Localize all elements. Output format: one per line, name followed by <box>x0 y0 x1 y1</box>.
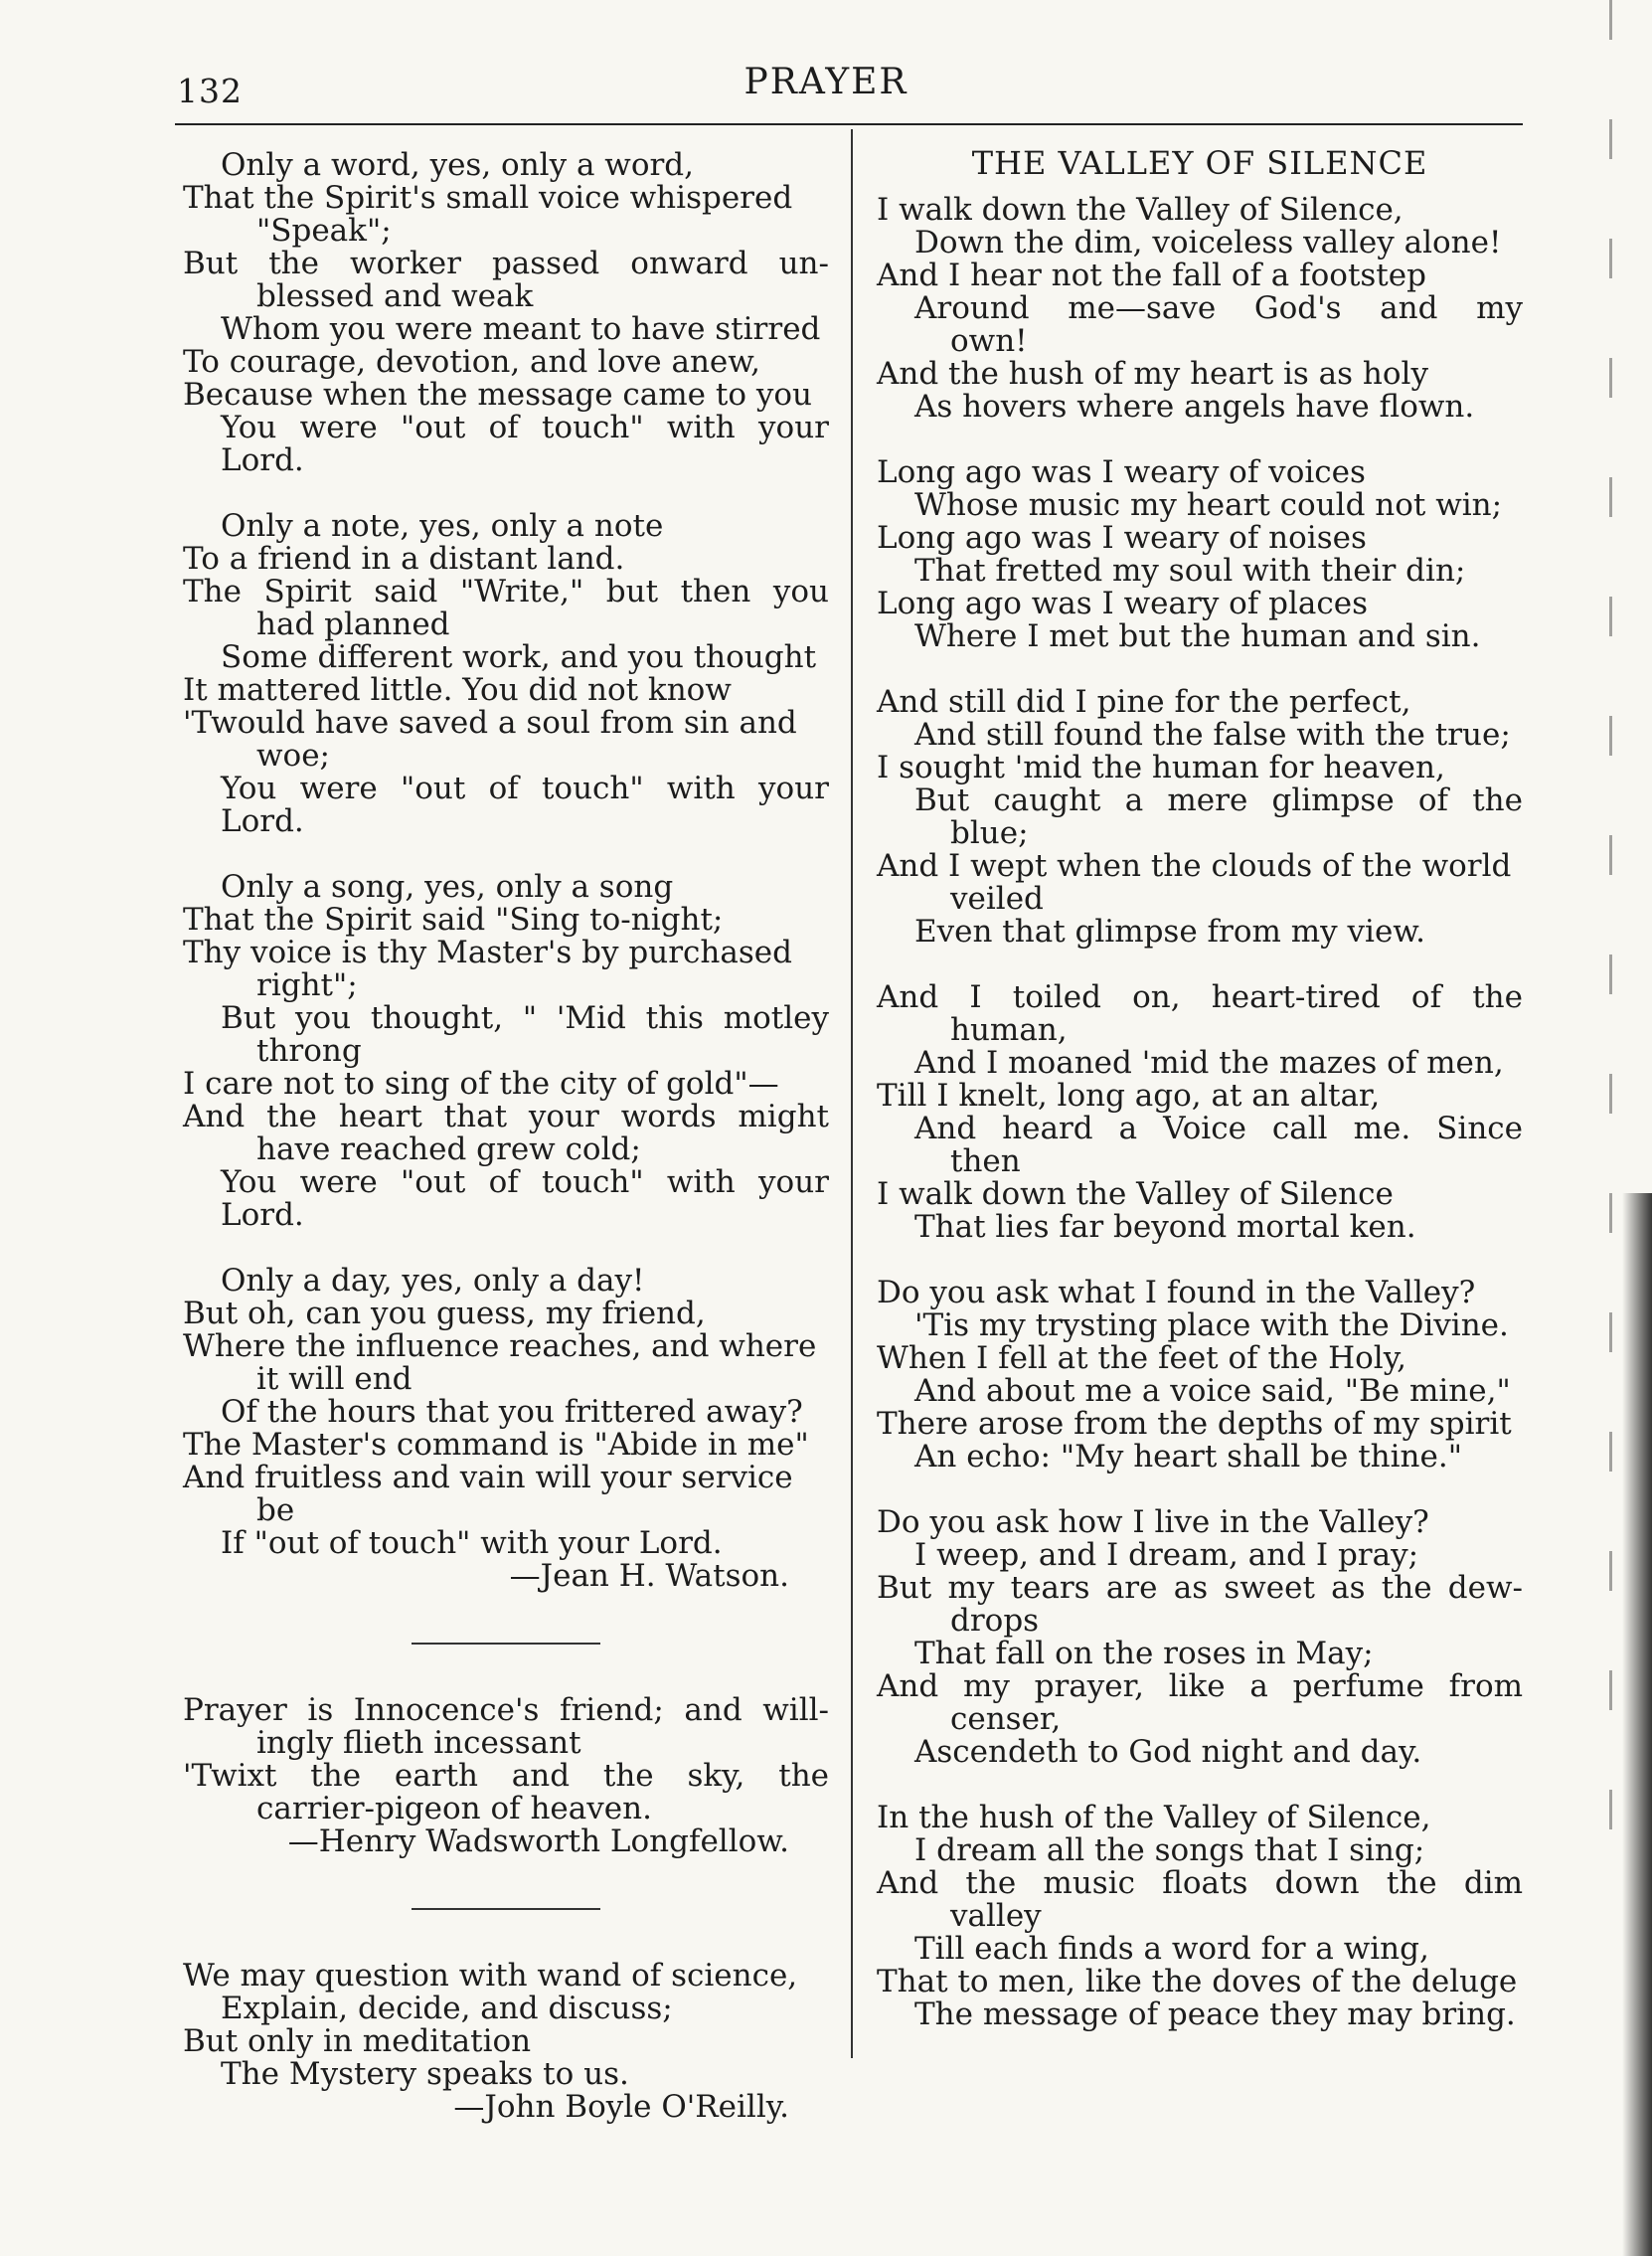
poem-line: I dream all the songs that I sing; <box>914 1832 1425 1868</box>
poem-line: Whose music my heart could not win; <box>914 487 1503 523</box>
poem-stanza <box>877 1277 1523 1474</box>
poem-stanza <box>877 1802 1523 2031</box>
poem-line: But oh, can you guess, my friend, <box>183 1296 706 1331</box>
poem-stanza <box>183 1265 829 1593</box>
poem-line: Long ago was I weary of voices <box>877 454 1366 490</box>
section-separator <box>412 1908 600 1910</box>
poem-line: Only a song, yes, only a song <box>221 869 674 905</box>
poem-line: Where the influence reaches, and where <box>183 1328 817 1364</box>
poem-line: And heard a Voice call me. Since <box>914 1111 1523 1146</box>
poem-line: Long ago was I weary of places <box>877 586 1369 621</box>
poem-stanza <box>183 510 829 838</box>
poem-line: And I toiled on, heart-tired of the <box>877 979 1523 1015</box>
poem-line: As hovers where angels have flown. <box>914 389 1475 425</box>
poem-line: Lord. <box>221 442 304 478</box>
running-title: PRAYER <box>743 62 909 102</box>
poem-line: And fruitless and vain will your service <box>183 1460 793 1495</box>
poem-line: Whom you were meant to have stirred <box>221 311 821 347</box>
poem-line: Long ago was I weary of noises <box>877 520 1367 556</box>
poem-line: it will end <box>256 1361 413 1397</box>
right-column <box>877 144 1523 2032</box>
poem-line: be <box>256 1492 295 1528</box>
column-divider <box>851 129 853 2058</box>
poem-line: The message of peace they may bring. <box>914 1996 1516 2032</box>
poem-line: When I fell at the feet of the Holy, <box>877 1340 1406 1376</box>
poem-line: I walk down the Valley of Silence, <box>877 192 1404 228</box>
quote-line: Prayer is Innocence's friend; and will- <box>183 1692 829 1728</box>
poem-line: then <box>950 1143 1021 1179</box>
attribution: —John Boyle O'Reilly. <box>453 2089 789 2125</box>
poem-line: That the Spirit said "Sing to-night; <box>183 902 724 938</box>
poem-line: valley <box>950 1898 1042 1934</box>
poem-line: own! <box>950 323 1028 359</box>
poem-line: Lord. <box>221 803 304 839</box>
poem-line: And the music floats down the dim <box>877 1865 1523 1901</box>
poem-line: blessed and weak <box>256 278 534 314</box>
poem-stanza <box>877 456 1523 653</box>
poem-line: Till each finds a word for a wing, <box>914 1931 1429 1967</box>
poem-line: To a friend in a distant land. <box>183 541 625 577</box>
poem-stanza <box>183 871 829 1232</box>
poem-line: have reached grew cold; <box>256 1131 641 1167</box>
poem-line: That the Spirit's small voice whispered <box>183 180 793 216</box>
quote-block <box>183 1960 829 2124</box>
poem-line: Only a day, yes, only a day! <box>221 1263 645 1299</box>
poem-line: censer, <box>950 1701 1062 1737</box>
poem-line: And the heart that your words might <box>183 1099 829 1134</box>
quote-line: Explain, decide, and discuss; <box>221 1991 673 2026</box>
poem-line: But you thought, " 'Mid this motley <box>221 1000 829 1036</box>
poem-line: And I hear not the fall of a footstep <box>877 258 1426 293</box>
poem-line: And I wept when the clouds of the world <box>877 848 1512 884</box>
quote-block <box>183 1694 829 1858</box>
poem-line: And still found the false with the true; <box>914 717 1511 753</box>
poem-title: THE VALLEY OF SILENCE <box>971 144 1428 182</box>
poem-line: Do you ask how I live in the Valley? <box>877 1504 1429 1540</box>
poem-line: There arose from the depths of my spirit <box>877 1406 1512 1442</box>
poem-line: I care not to sing of the city of gold"— <box>183 1066 779 1102</box>
poem-line: 'Tis my trysting place with the Divine. <box>914 1307 1509 1343</box>
poem-line: 'Twould have saved a soul from sin and <box>183 705 797 741</box>
quote-line: 'Twixt the earth and the sky, the <box>183 1758 829 1794</box>
quote-line: We may question with wand of science, <box>183 1958 798 1994</box>
poem-line: You were "out of touch" with your <box>221 771 829 806</box>
poem-line: If "out of touch" with your Lord. <box>221 1525 723 1561</box>
poem-line: Thy voice is thy Master's by purchased <box>183 935 792 970</box>
poem-line: "Speak"; <box>256 213 392 249</box>
poem-line: That fretted my soul with their din; <box>914 553 1466 589</box>
poem-line: had planned <box>256 607 450 642</box>
poem-line: I walk down the Valley of Silence <box>877 1176 1394 1212</box>
poem-line: veiled <box>950 881 1044 917</box>
poem-line: blue; <box>950 815 1029 851</box>
poem-line: Only a note, yes, only a note <box>221 508 664 544</box>
poem-line: woe; <box>256 738 330 774</box>
poem-line: That lies far beyond mortal ken. <box>914 1209 1416 1245</box>
quote-line: The Mystery speaks to us. <box>221 2056 629 2092</box>
poem-line: And about me a voice said, "Be mine," <box>914 1373 1511 1409</box>
poem-stanza <box>877 981 1523 1244</box>
poem-stanza <box>877 1506 1523 1769</box>
poem-line: And my prayer, like a perfume from <box>877 1668 1523 1704</box>
poem-line: Lord. <box>221 1197 304 1233</box>
poem-line: I weep, and I dream, and I pray; <box>914 1537 1419 1573</box>
poem-line: And still did I pine for the perfect, <box>877 684 1411 720</box>
poem-line: right"; <box>256 967 358 1003</box>
poem-line: To courage, devotion, and love anew, <box>183 344 760 380</box>
poem-line: I sought 'mid the human for heaven, <box>877 750 1445 785</box>
poem-line: Till I knelt, long ago, at an altar, <box>877 1078 1381 1114</box>
poem-line: throng <box>256 1033 362 1069</box>
poem-stanza <box>183 149 829 477</box>
left-column <box>183 149 829 2124</box>
poem-line: But my tears are as sweet as the dew- <box>877 1570 1523 1606</box>
poem-line: And I moaned 'mid the mazes of men, <box>914 1045 1504 1081</box>
poem-line: But the worker passed onward un- <box>183 246 829 281</box>
poem-line: The Master's command is "Abide in me" <box>183 1427 809 1463</box>
poem-line: Do you ask what I found in the Valley? <box>877 1275 1476 1310</box>
poem-line: That to men, like the doves of the deluge <box>877 1964 1518 1999</box>
section-separator <box>412 1643 600 1645</box>
poem-line: But caught a mere glimpse of the <box>914 782 1523 818</box>
poem-line: Ascendeth to God night and day. <box>914 1734 1422 1770</box>
attribution: —Jean H. Watson. <box>509 1558 789 1594</box>
poem-line: drops <box>950 1603 1040 1639</box>
poem-line: That fall on the roses in May; <box>914 1636 1374 1671</box>
poem-line: It mattered little. You did not know <box>183 672 732 708</box>
scan-edge-marks <box>1609 0 1612 1889</box>
poem-line: Some different work, and you thought <box>221 639 817 675</box>
poem-stanza <box>877 686 1523 949</box>
poem-line: In the hush of the Valley of Silence, <box>877 1800 1431 1835</box>
poem-stanza <box>877 194 1523 424</box>
poem-line: human, <box>950 1012 1068 1048</box>
poem-line: Of the hours that you frittered away? <box>221 1394 803 1430</box>
quote-line: ingly flieth incessant <box>256 1725 581 1761</box>
poem-line: Where I met but the human and sin. <box>914 618 1481 654</box>
quote-line: carrier-pigeon of heaven. <box>256 1791 652 1826</box>
attribution: —Henry Wadsworth Longfellow. <box>287 1823 789 1859</box>
poem-line: Even that glimpse from my view. <box>914 914 1425 950</box>
poem-line: You were "out of touch" with your <box>221 1164 829 1200</box>
page-number: 132 <box>177 72 243 110</box>
poem-line: Around me—save God's and my <box>914 290 1523 326</box>
quote-line: But only in meditation <box>183 2023 532 2059</box>
poem-line: Down the dim, voiceless valley alone! <box>914 225 1502 260</box>
poem-line: An echo: "My heart shall be thine." <box>914 1439 1462 1475</box>
poem-line: Only a word, yes, only a word, <box>221 147 695 183</box>
poem-line: Because when the message came to you <box>183 377 812 413</box>
header-rule <box>175 123 1523 125</box>
poem-line: You were "out of touch" with your <box>221 410 829 445</box>
poem-line: The Spirit said "Write," but then you <box>183 574 829 609</box>
poem-line: And the hush of my heart is as holy <box>877 356 1428 392</box>
scan-edge-shadow <box>1622 1193 1652 2256</box>
